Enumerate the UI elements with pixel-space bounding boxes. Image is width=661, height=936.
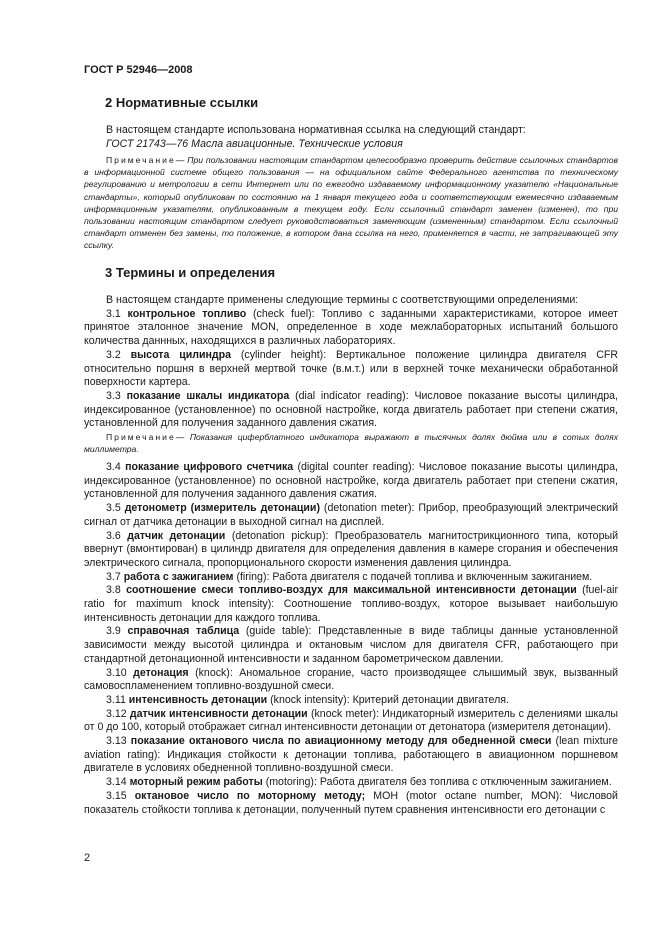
term-3-3: 3.3 показание шкалы индикатора (dial indicator reading): Числовое показание высоты цилиндра, индексированное (установленное) по основной настройке, когда двигатель работает при степени сжатия, установленной для получения заданного давления сжатия. [84,389,618,430]
term-3-11: 3.11 интенсивность детонации (knock intensity): Критерий детонации двигателя. [106,693,509,706]
section-3-body-a [84,294,618,431]
section-3-body-b [84,461,618,817]
section-2-note [84,154,618,252]
note2-text: — Показания циферблатного индикатора выражают в тысячных долях дюйма или в сотых долях миллиметра. [84,432,618,455]
term-3-2: 3.2 высота цилиндра (cylinder height): Вертикальное положение цилиндра двигателя CFR относительно поршня в верхней мертвой точке (в.м.т.) или в верхней точке механически обработанной поверхности картера. [84,348,618,389]
term-3-6: 3.6 датчик детонации (detonation pickup): Преобразователь магнитострикционного типа, который ввернут (вмонтирован) в цилиндр двигателя для определения давления в камере сгорания и обеспечения электрического сигнала, пропорционального скорости изменения давления цилиндра. [84,529,618,569]
term-3-12: 3.12 датчик интенсивности детонации (knock meter): Индикаторный измеритель с делениями шкалы от 0 до 100, который отображает сигнал интенсивности детонации от детонатора (измерителя детонации). [84,707,618,734]
note-label: Примечание [106,155,176,165]
note2-label: Примечание [106,432,176,442]
term-3-14: 3.14 моторный режим работы (motoring): Работа двигателя без топлива с отключенным зажиганием. [106,776,612,789]
term-3-5: 3.5 детонометр (измеритель детонации) (detonation meter): Прибор, преобразующий электрический сигнал от датчика детонации в выходной сигнал на дисплей. [84,502,618,528]
term-3-8: 3.8 соотношение смеси топливо-воздух для максимальной интенсивности детонации (fuel-air ratio for maximum knock intensity): Соотношение топливо-воздух, которое вызывает наибольшую интенсивность детонации для каждого топлива. [84,584,618,624]
term-3-15: 3.15 октановое число по моторному методу; MOH (motor octane number, MON): Числовой показатель стойкости топлива к детонации, полученный путем сравнения интенсивности его детонации с [84,789,618,816]
normative-reference: ГОСТ 21743—76 Масла авиационные. Технические условия [106,137,403,150]
term-3-7: 3.7 работа с зажиганием (firing): Работа двигателя с подачей топлива и включенным зажиганием. [106,570,593,583]
term-3-1: 3.1 контрольное топливо (check fuel): Топливо с заданными характеристиками, которое имеет принятое эталонное значение MON, определенное в ходе межлабораторных испытаний большого количества даннных, находящихся в различных лабораториях. [84,307,618,348]
section-2-body [84,124,618,151]
section-3-title: 3 Термины и определения [105,265,276,280]
term-3-13: 3.13 показание октанового числа по авиационному методу для обедненной смеси (lean mixture aviation rating): Индикация стойкости к детонации топлива, работающего в авиационном поршневом двигателе в условиях обедненной топливно-воздушной смеси. [84,735,618,775]
term-note [84,431,618,455]
term-3-4: 3.4 показание цифрового счетчика (digital counter reading): Числовое показание высоты цилиндра, индексированное (установленное) по основной настройке, когда двигатель работает при степени сжатия, установленной для получения заданного давления сжатия. [84,461,618,501]
term-3-10: 3.10 детонация (knock): Аномальное сгорание, часто производящее слышимый звук, вызванный самовоспламенением топливно-воздушной смеси. [84,666,618,693]
term-3-9: 3.9 справочная таблица (guide table): Представленные в виде таблицы данные установленной зависимости между высотой цилиндра и октановым числом для двигателя CFR, работающего при стандартной детонационной интенсивности и заданном барометрическом давлении. [84,625,618,665]
section-3-intro: В настоящем стандарте применены следующие термины с соответствующими определениями: [106,294,579,306]
section-2-intro: В настоящем стандарте использована нормативная ссылка на следующий стандарт: [106,124,526,136]
note-text: — При пользовании настоящим стандартом целесообразно проверить действие ссылочных стандартов в информационной системе общего пользования — на официальном сайте Федерального агентства по техническому регулированию и метрологии в сети Интернет или по ежегодно издаваемому информационному указателю «Национальные стандарты», который опубликован по состоянию на 1 января текущего года и соответствующим ежемесячно издаваемым информационным указателям, опубликованным в текущем году. Если ссылочный стандарт заменен (изменен), то при пользовании настоящим стандартом следует руководствоваться заменяющим (измененным) стандартом. Если ссылочный стандарт отменен без замены, то положение, в котором дана ссылка на него, применяется в части, не затрагивающей эту ссылку. [84,155,618,251]
section-2-title: 2 Нормативные ссылки [105,95,259,110]
page-number: 2 [84,852,91,864]
document-header: ГОСТ Р 52946—2008 [84,64,193,76]
